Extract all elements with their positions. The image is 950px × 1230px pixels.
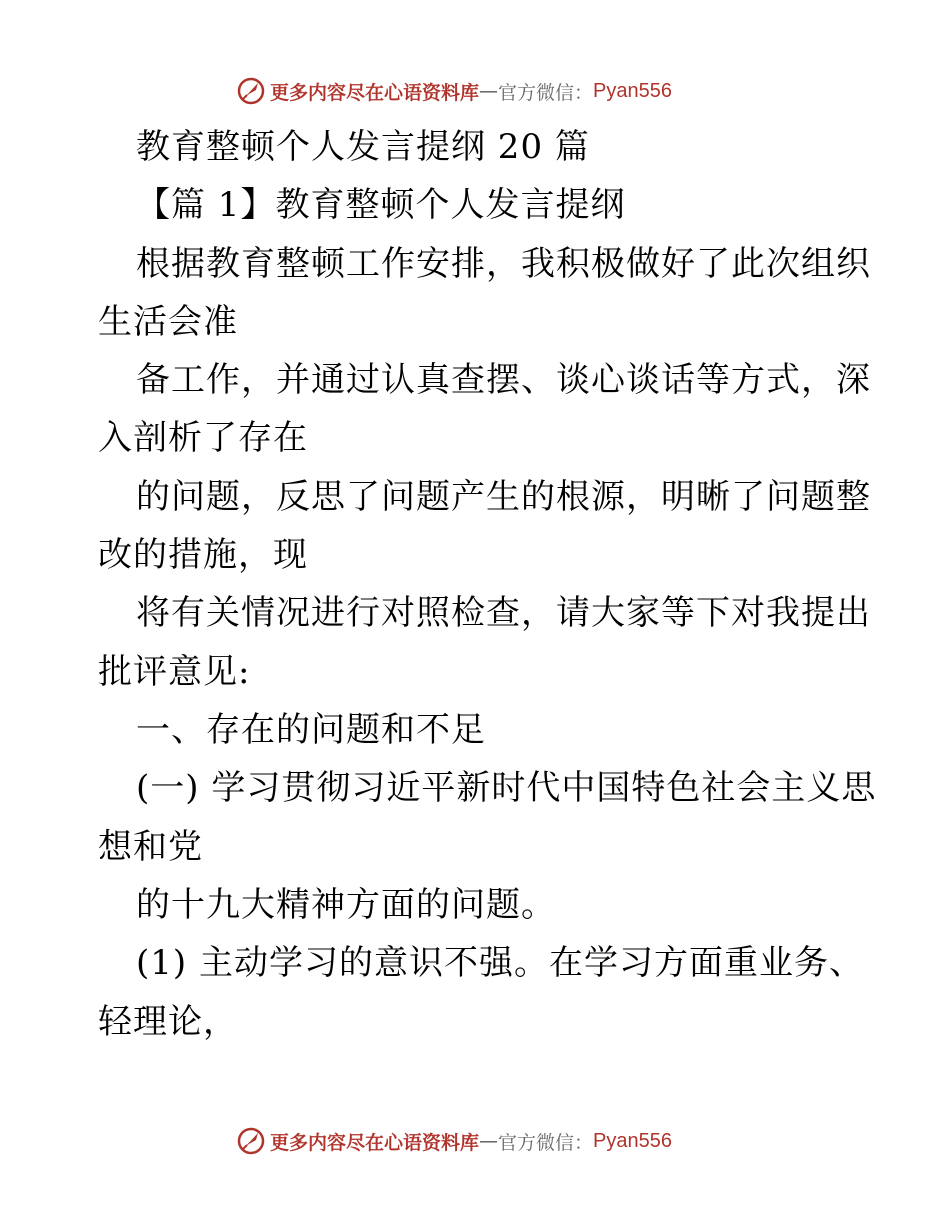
- paragraph-line: 入剖析了存在: [98, 418, 308, 458]
- watermark-footer: [236, 1124, 672, 1158]
- paragraph-line: 改的措施，现: [98, 535, 308, 575]
- paragraph-line: 轻理论，: [98, 1002, 238, 1042]
- watermark-brand-text: 更多内容尽在心语资料库: [270, 81, 480, 104]
- watermark-brand-text: 更多内容尽在心语资料库: [270, 1131, 480, 1154]
- paragraph-line: 生活会准: [98, 302, 238, 342]
- watermark-wechat-id: Pyan556: [593, 1129, 672, 1152]
- watermark-official-label: 官方微信：: [498, 1131, 594, 1154]
- subsection-heading: 一、存在的问题和不足: [136, 710, 486, 750]
- paragraph-line: 的问题，反思了问题产生的根源，明晰了问题整: [136, 477, 871, 517]
- paragraph-line: 将有关情况进行对照检查，请大家等下对我提出: [136, 593, 871, 633]
- paragraph-line: 根据教育整顿工作安排，我积极做好了此次组织: [136, 244, 871, 284]
- watermark-separator: —: [479, 1130, 499, 1152]
- paragraph-line: 批评意见:: [98, 652, 251, 692]
- section-heading: 【篇 1】教育整顿个人发言提纲: [136, 185, 626, 225]
- watermark-header: [236, 74, 672, 108]
- watermark-official-label: 官方微信：: [498, 81, 594, 104]
- watermark-wechat-id: Pyan556: [593, 79, 672, 102]
- quill-logo-icon: [236, 1126, 266, 1156]
- paragraph-line: (1) 主动学习的意识不强。在学习方面重业务、: [136, 943, 864, 983]
- paragraph-line: (一) 学习贯彻习近平新时代中国特色社会主义思: [136, 768, 877, 808]
- paragraph-line: 备工作，并通过认真查摆、谈心谈话等方式，深: [136, 360, 871, 400]
- watermark-separator: —: [479, 80, 499, 102]
- paragraph-line: 的十九大精神方面的问题。: [136, 885, 556, 925]
- quill-logo-icon: [236, 76, 266, 106]
- document-title: 教育整顿个人发言提纲 20 篇: [136, 127, 590, 167]
- paragraph-line: 想和党: [98, 827, 203, 867]
